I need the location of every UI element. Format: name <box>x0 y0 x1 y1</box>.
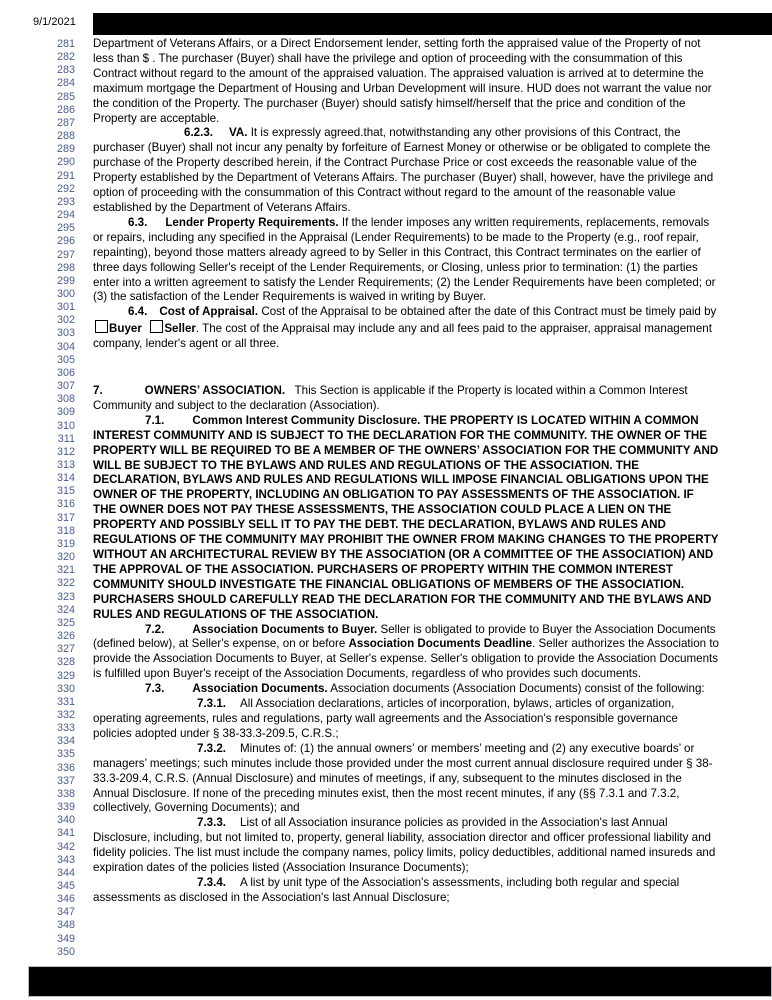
line-number: 340 <box>56 814 75 827</box>
line-number: 339 <box>56 801 75 814</box>
line-number: 349 <box>56 932 75 945</box>
line-number: 331 <box>56 695 75 708</box>
section-heading: Lender Property Requirements. <box>165 215 339 229</box>
para-7-2-association-documents-to-buyer <box>93 623 719 683</box>
line-number: 293 <box>56 195 75 208</box>
line-number: 304 <box>56 340 75 353</box>
line-number: 309 <box>56 406 75 419</box>
line-number: 313 <box>56 459 75 471</box>
section-heading: OWNERS’ ASSOCIATION. <box>144 384 286 398</box>
line-number: 338 <box>56 787 75 800</box>
page-date: 9/1/2021 <box>33 16 76 28</box>
section-number: 7.2. <box>145 622 165 636</box>
line-number: 344 <box>56 866 75 879</box>
text-run: List of all Association insurance policies as provided in the Association's last Annual Disclosure, including, but not limited to, property, general liability, association director and officer professional liability and fidelity policies. The list must include the company names, policy limits, policy deductibles, additional named insureds and expiration dates of the policies listed (Association Insurance Documents); <box>93 816 716 875</box>
line-number: 282 <box>56 51 75 64</box>
line-number: 319 <box>56 537 75 550</box>
section-number: 7.3.4. <box>197 875 227 889</box>
para-6-3-lender-property-requirements <box>93 216 719 305</box>
text-run: . The cost of the Appraisal may include any and all fees paid to the appraiser, appraisal management company, lender's agent or all three. <box>93 322 712 351</box>
text-run: Seller <box>164 322 196 336</box>
line-number: 312 <box>56 445 75 458</box>
redacted-footer-bar <box>28 966 772 997</box>
line-number: 323 <box>56 590 75 603</box>
line-number: 336 <box>56 761 75 774</box>
line-number: 289 <box>56 143 75 156</box>
line-number: 283 <box>56 64 75 77</box>
section-number: 6.4. <box>128 305 148 319</box>
section-heading: Association Documents. <box>192 682 328 696</box>
contract-text-column <box>93 37 719 906</box>
text-run: A list by unit type of the Association's assessments, including both regular and special assessments as disclosed in the Association's last Annual Disclosure; <box>93 875 680 904</box>
line-number: 330 <box>56 682 75 695</box>
text-run: Department of Veterans Affairs, or a Direct Endorsement lender, setting forth the appraised value of the Property of not less than $ . The purchaser (Buyer) shall have the privilege and option of proceeding with the consummation of this Contract without regard to the amount of the appraised valuation. The appraised valuation is arrived at to determine the maximum mortgage the Department of Housing and Urban Development will insure. HUD does not warrant the value nor the condition of the Property. The purchaser (Buyer) should satisfy himself/herself that the price and condition of the Property are acceptable. <box>93 37 712 125</box>
line-number: 343 <box>56 853 75 866</box>
seller-checkbox[interactable] <box>150 320 163 333</box>
line-number: 288 <box>56 130 75 143</box>
section-number: 7.3.3. <box>197 816 227 830</box>
line-number: 334 <box>56 735 75 748</box>
line-number: 299 <box>56 274 75 287</box>
para-7-3-association-documents <box>93 682 719 697</box>
line-number: 291 <box>56 169 75 182</box>
line-number: 321 <box>56 564 75 577</box>
para-7-3-4-assessments <box>93 876 719 906</box>
line-number: 285 <box>56 90 75 103</box>
line-number: 303 <box>56 327 75 340</box>
para-continuation-fha <box>93 37 719 126</box>
text-run: All Association declarations, articles of incorporation, bylaws, articles of organization, operating agreements, rules and regulations, party wall agreements and the Association's responsible governance policies adopted under § 38-33.3-209.5, C.R.S.; <box>93 697 678 740</box>
line-number: 350 <box>56 945 75 958</box>
line-number: 301 <box>56 301 75 314</box>
line-number: 292 <box>56 182 75 195</box>
text-run: Minutes of: (1) the annual owners’ or members’ meeting and (2) any executive boards’ or managers’ meetings; such minutes include those provided under the most current annual disclosure required under § 38-33.3-209.4, C.R.S. (Annual Disclosure) and minutes of meetings, if any, subsequent to the minutes disclosed in the Annual Disclosure. If none of the preceding minutes exist, then the most recent minutes, if any (§§ 7.3.1 and 7.3.2, collectively, Governing Documents); and <box>93 741 713 815</box>
line-number: 296 <box>56 235 75 248</box>
line-number: 328 <box>56 656 75 669</box>
line-number: 320 <box>56 551 75 564</box>
line-number: 318 <box>56 524 75 537</box>
line-number: 310 <box>56 419 75 432</box>
line-number: 300 <box>56 287 75 300</box>
text-run: Association documents (Association Documents) consist of the following: <box>327 682 705 696</box>
line-number: 341 <box>56 827 75 840</box>
line-number: 286 <box>56 103 75 116</box>
text-run: This Section is applicable if the Property is located within a Common Interest Community and subject to the declaration (Association). <box>93 384 688 412</box>
line-number: 322 <box>56 577 75 590</box>
line-number: 342 <box>56 840 75 853</box>
line-number: 346 <box>56 893 75 906</box>
line-number: 287 <box>56 116 75 129</box>
text-run: . Seller authorizes the Association to provide the Association Documents to Buyer, at Seller's expense. Seller's obligation to provide the Association Documents is fulfilled upon Buyer's receipt of the Association Documents, regardless of who provides such documents. <box>93 637 720 681</box>
line-number: 306 <box>56 366 75 379</box>
line-number: 295 <box>56 222 75 235</box>
line-number: 316 <box>56 498 75 511</box>
line-number: 345 <box>56 880 75 892</box>
line-number: 308 <box>56 393 75 406</box>
line-number: 294 <box>56 209 75 222</box>
section-number: 7.3. <box>145 682 165 696</box>
para-7-owners-association <box>93 384 719 414</box>
text-run <box>142 322 148 335</box>
section-number: 7.3.2. <box>197 741 227 755</box>
section-number: 7.1. <box>145 413 165 427</box>
section-heading: Cost of Appraisal. <box>159 305 259 319</box>
section-number: 6.3. <box>128 215 148 229</box>
buyer-checkbox[interactable] <box>95 320 108 333</box>
text-run: THE PROPERTY IS LOCATED WITHIN A COMMON INTEREST COMMUNITY AND IS SUBJECT TO THE DECLARATION FOR THE COMMUNITY. THE OWNER OF THE PROPERTY WILL BE REQUIRED TO BE A MEMBER OF THE OWNERS’ ASSOCIATION FOR THE COMMUNITY AND WILL BE SUBJECT TO THE BYLAWS AND RULES AND REGULATIONS OF THE ASSOCIATION. THE DECLARATION, BYLAWS AND RULES AND REGULATIONS WILL IMPOSE FINANCIAL OBLIGATIONS UPON THE OWNER OF THE PROPERTY, INCLUDING AN OBLIGATION TO PAY ASSESSMENTS OF THE ASSOCIATION. IF THE OWNER DOES NOT PAY THESE ASSESSMENTS, THE ASSOCIATION COULD PLACE A LIEN ON THE PROPERTY AND POSSIBLY SELL IT TO PAY THE DEBT. THE DECLARATION, BYLAWS AND RULES AND REGULATIONS OF THE COMMUNITY MAY PROHIBIT THE OWNER FROM MAKING CHANGES TO THE PROPERTY WITHOUT AN ARCHITECTURAL REVIEW BY THE ASSOCIATION (OR A COMMITTEE OF THE ASSOCIATION) AND THE APPROVAL OF THE ASSOCIATION. PURCHASERS OF PROPERTY WITHIN THE COMMON INTEREST COMMUNITY SHOULD INVESTIGATE THE FINANCIAL OBLIGATIONS OF MEMBERS OF THE ASSOCIATION. PURCHASERS SHOULD CAREFULLY READ THE DECLARATION FOR THE COMMUNITY AND THE BYLAWS AND RULES AND REGULATIONS OF THE ASSOCIATION. <box>93 413 719 621</box>
line-number: 333 <box>56 722 75 735</box>
line-number: 298 <box>56 261 75 274</box>
line-number: 290 <box>56 156 75 169</box>
line-number: 348 <box>56 919 75 932</box>
line-number: 329 <box>56 669 75 682</box>
line-number: 284 <box>56 77 75 90</box>
section-number: 6.2.3. <box>184 126 214 140</box>
line-number-column <box>0 38 75 959</box>
line-number: 347 <box>56 906 75 919</box>
section-number: 7.3.1. <box>197 697 227 711</box>
text-run: It is expressly agreed.that, notwithstanding any other provisions of this Contract, the purchaser (Buyer) shall not incur any penalty by forfeiture of Earnest Money or otherwise or be obligated to complete the purchase of the Property described herein, if the Contract Purchase Price or cost exceeds the reasonable value of the Property established by the Department of Veterans Affairs. The purchaser (Buyer) shall, however, have the privilege and option of proceeding with the consummation of this Contract without regard to the amount of the reasonable value established by the Department of Veterans Affairs. <box>93 126 714 214</box>
para-6-4-cost-of-appraisal <box>93 305 719 352</box>
line-number: 337 <box>56 774 75 787</box>
para-7-3-2-minutes <box>93 742 719 817</box>
line-number: 326 <box>56 630 75 643</box>
section-heading: Association Documents to Buyer. <box>192 622 378 636</box>
para-7-3-3-insurance-policies <box>93 816 719 876</box>
section-number: 7. <box>93 384 103 398</box>
section-heading: VA. <box>229 126 248 140</box>
line-number: 315 <box>56 485 75 498</box>
line-number: 335 <box>56 748 75 761</box>
text-run: Association Documents Deadline <box>348 637 533 651</box>
section-heading: Common Interest Community Disclosure. <box>192 413 421 427</box>
line-number: 332 <box>56 708 75 721</box>
text-run: Seller is obligated to provide to Buyer the Association Documents (defined below), at Seller's expense, on or before <box>93 622 716 651</box>
text-run: Buyer <box>109 322 142 336</box>
line-number: 297 <box>56 248 75 261</box>
line-number: 314 <box>56 472 75 485</box>
line-number: 307 <box>56 380 75 393</box>
para-6-2-3-va <box>93 126 719 215</box>
line-number: 324 <box>56 603 75 616</box>
redacted-header-bar <box>93 13 772 35</box>
line-number: 302 <box>56 314 75 327</box>
text-run: If the lender imposes any written requirements, replacements, removals or repairs, including any specified in the Appraisal (Lender Requirements) to be made to the Property (e.g., roof repair, repainting), beyond those matters already agreed to by Seller in this Contract, this Contract terminates on the earlier of three days following Seller's receipt of the Lender Requirements, or Closing, unless prior to termination: (1) the parties enter into a written agreement to satisfy the Lender Requirements; (2) the Lender Requirements have been completed; or (3) the satisfaction of the Lender Requirements is waived in writing by Buyer. <box>93 215 716 304</box>
text-run: Cost of the Appraisal to be obtained after the date of this Contract must be timely paid by <box>258 305 717 319</box>
para-7-1-common-interest-community-disclosure <box>93 414 719 623</box>
line-number: 327 <box>56 643 75 656</box>
line-number: 325 <box>56 616 75 629</box>
line-number: 305 <box>56 353 75 366</box>
para-7-3-1-governing-documents <box>93 697 719 742</box>
line-number: 317 <box>56 511 75 524</box>
line-number: 281 <box>56 38 75 50</box>
line-number: 311 <box>57 432 75 445</box>
